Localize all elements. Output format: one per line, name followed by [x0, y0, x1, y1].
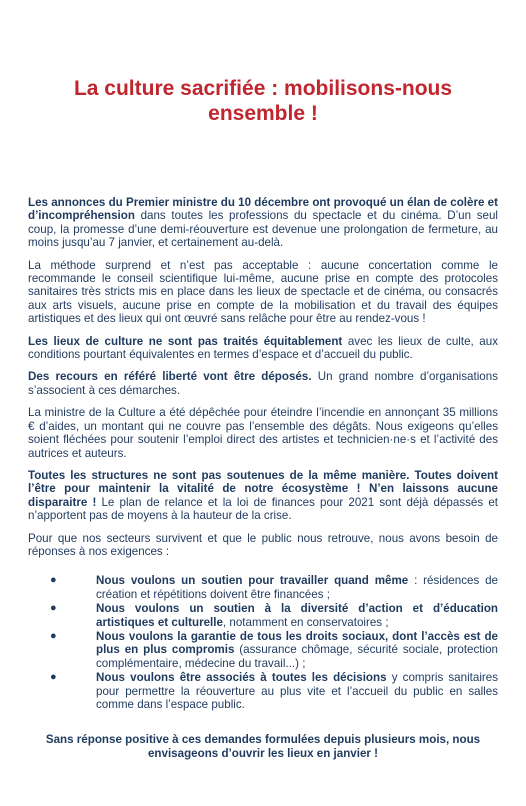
demand-text: : résidences de création et répétitions doivent être financées ; [96, 574, 498, 601]
paragraph-text: La méthode surprend et n’est pas acceptable : aucune concertation comme le recommande le conseil scientifique lui-même, aucune prise en compte des protocoles sanitaires très stricts mis en place dans les lieux de spectacle et de cinéma, ou consacrés aux arts visuels, aucune prise en compte de la mobilisation et du travail des équipes artistiques et des lieux qui ont œuvré sans relâche pour être au rendez-vous ! [28, 258, 498, 326]
document-body [28, 196, 498, 770]
demand-text: y compris sanitaires pour permettre la réouverture au plus vite et l’accueil du public en salles comme dans l’espace public. [96, 671, 499, 711]
paragraph-bold-lead: Toutes les structures ne sont pas soutenues de la même manière. Toutes doivent l’être pour maintenir la vitalité de notre écosystème ! N’en laissons aucune disparaitre ! [28, 468, 498, 509]
paragraph-text: Pour que nos secteurs survivent et que le public nous retrouve, nous avons besoin de réponses à nos exigences : [28, 531, 498, 558]
conclusion-line-2: envisageons d’ouvrir les lieux en janvier ! [147, 747, 379, 761]
demands-list [28, 574, 498, 711]
bullet-icon: ● [50, 574, 57, 587]
paragraph [28, 532, 498, 559]
list-item [28, 574, 498, 601]
demand-bold: Nous voulons un soutien pour travailler quand même [96, 574, 409, 588]
list-item [28, 671, 498, 711]
bullet-icon: ● [50, 602, 57, 615]
paragraph-bold-lead: Les annonces du Premier ministre du 10 décembre ont provoqué un élan de colère et d’incompréhension [28, 196, 498, 223]
paragraph [28, 335, 498, 362]
demand-bold: Nous voulons la garantie de tous les droits sociaux, dont l’accès est de plus en plus compromis [96, 629, 498, 657]
list-item [28, 630, 498, 670]
demand-bold: Nous voulons un soutien à la diversité d’action et d’éducation artistiques et culturelle [96, 602, 498, 629]
paragraph-bold-lead: Des recours en référé liberté vont être déposés. [28, 370, 312, 384]
paragraph-text: La ministre de la Culture a été dépêchée pour éteindre l’incendie en annonçant 35 millions € d’aides, un montant qui ne couvre pas l’ensemble des dégâts. Nous exigeons qu’elles soient fléchées pour soutenir l’emploi direct des artistes et technicien·ne·s et l’activité des autrices et auteurs. [28, 406, 498, 460]
paragraph-text: avec les lieux de culte, aux conditions pourtant équivalentes en termes d’espace et d’accueil du public. [28, 334, 498, 362]
paragraph [28, 469, 498, 523]
paragraph-text: Un grand nombre d’organisations s’associent à ces démarches. [28, 370, 498, 397]
title-line-2: ensemble ! [208, 102, 318, 125]
paragraph-text: dans toutes les professions du spectacle et du cinéma. D’un seul coup, la promesse d’une demi-réouverture est devenue une prolongation de fermeture, au moins jusqu’au 7 janvier, et certainement au-delà. [28, 209, 498, 250]
paragraph [28, 259, 498, 326]
demand-text: (assurance chômage, sécurité sociale, protection complémentaire, médecine du travail...) ; [96, 643, 498, 670]
paragraph [28, 196, 498, 250]
list-item [28, 602, 498, 629]
demand-text: , notamment en conservatoires ; [222, 615, 389, 629]
paragraph-bold-lead: Les lieux de culture ne sont pas traités équitablement [28, 334, 343, 348]
paragraph [28, 370, 498, 397]
bullet-icon: ● [50, 629, 57, 642]
paragraph [28, 406, 498, 460]
bullet-icon: ● [50, 671, 57, 684]
demand-bold: Nous voulons être associés à toutes les décisions [96, 671, 387, 685]
page-title [28, 76, 498, 126]
title-line-1: La culture sacrifiée : mobilisons-nous [73, 77, 453, 100]
paragraph-text: Le plan de relance et la loi de finances pour 2021 sont déjà dépassés et n’apportent pas de moyens à la hauteur de la crise. [28, 495, 498, 523]
conclusion-line-1: Sans réponse positive à ces demandes formulées depuis plusieurs mois, nous [45, 733, 481, 747]
conclusion [28, 733, 498, 761]
